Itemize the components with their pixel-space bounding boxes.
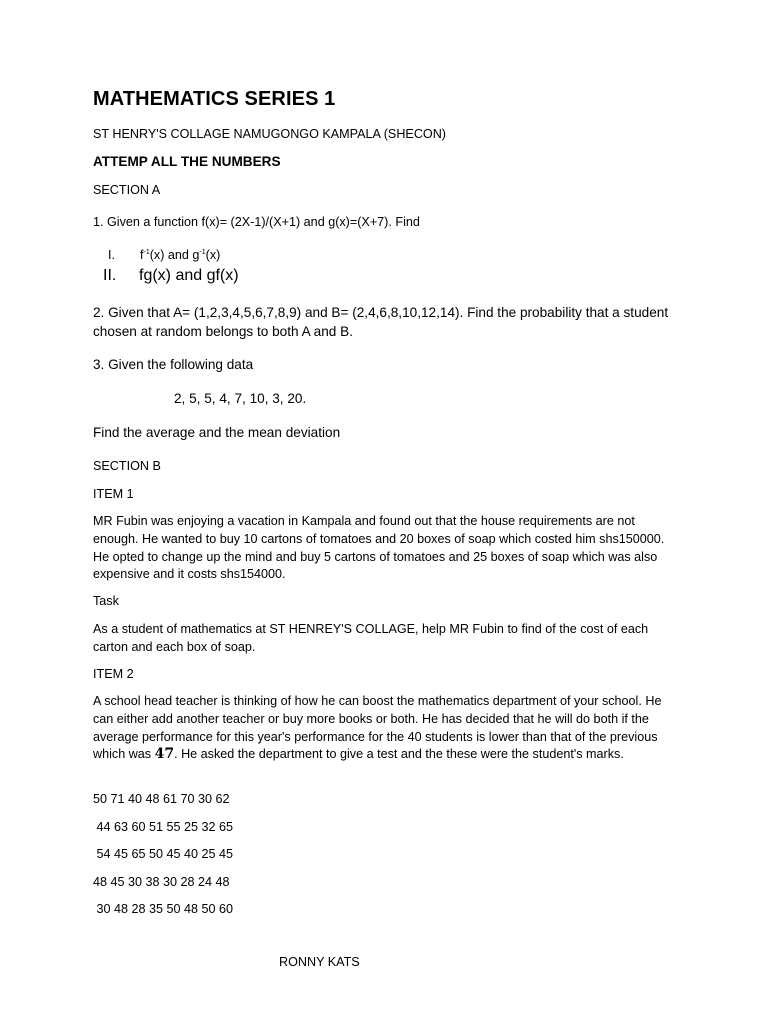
item-1-text: MR Fubin was enjoying a vacation in Kampala and found out that the house requirements are not enough. He wanted to buy 10 cartons of tomatoes and 20 boxes of soap which costed him shs150000. He opted to change up the mind and buy 5 cartons of tomatoes and 25 boxes of soap which was also expensive and it costs shs154000. xyxy=(93,514,665,582)
item-2-text-before: A school head teacher is thinking of how he can boost the mathematics department of your school. He can either add another teacher or buy more books or both. He has decided that he will do both if the average performance for this year's performance for the 40 students is lower than that of the previous which was xyxy=(93,694,662,762)
author-footer: RONNY KATS xyxy=(279,955,360,969)
marks-row-3: 54 45 65 50 45 40 25 45 xyxy=(93,847,234,861)
document-title: MATHEMATICS SERIES 1 xyxy=(93,88,336,110)
list-marker: I. xyxy=(108,248,115,262)
task-label: Task xyxy=(93,594,119,608)
inverse-superscript: -1 xyxy=(199,249,206,256)
marks-row-4: 48 45 30 38 30 28 24 48 xyxy=(93,875,230,889)
part-i-x: (x) xyxy=(205,248,221,262)
question-1: 1. Given a function f(x)= (2X-1)/(X+1) and g(x)=(X+7). Find xyxy=(93,215,420,229)
question-2: 2. Given that A= (1,2,3,4,5,6,7,8,9) and B= (2,4,6,8,10,12,14). Find the probability that a student chosen at random belongs to both A and B. xyxy=(93,305,669,339)
question-3-task: Find the average and the mean deviation xyxy=(93,425,341,440)
marks-row-5: 30 48 28 35 50 48 50 60 xyxy=(93,902,234,916)
part-i-f: f xyxy=(140,248,144,262)
question-3-data: 2, 5, 5, 4, 7, 10, 3, 20. xyxy=(174,391,307,406)
previous-average-value: 47 xyxy=(154,746,175,763)
section-a-heading: SECTION A xyxy=(93,183,161,197)
marks-row-2: 44 63 60 51 55 25 32 65 xyxy=(93,820,234,834)
question-1-part-ii xyxy=(103,267,239,285)
item-2-text-after: . He asked the department to give a test and the these were the student's marks. xyxy=(174,747,624,762)
instruction-heading: ATTEMP ALL THE NUMBERS xyxy=(93,154,281,169)
item-1-label: ITEM 1 xyxy=(93,487,134,501)
marks-row-1: 50 71 40 48 61 70 30 62 xyxy=(93,792,230,806)
school-name: ST HENRY'S COLLAGE NAMUGONGO KAMPALA (SHECON) xyxy=(93,127,447,141)
part-i-and-g: (x) and g xyxy=(149,248,200,262)
item-2-label: ITEM 2 xyxy=(93,667,134,681)
list-marker: II. xyxy=(103,267,117,284)
section-b-heading: SECTION B xyxy=(93,459,161,473)
item-2-text xyxy=(93,693,678,764)
question-3-intro: 3. Given the following data xyxy=(93,357,254,372)
question-1-part-i xyxy=(108,248,220,262)
part-ii-text: fg(x) and gf(x) xyxy=(139,267,239,284)
task-text: As a student of mathematics at ST HENREY'S COLLAGE, help MR Fubin to find of the cost of each carton and each box of soap. xyxy=(93,622,649,654)
inverse-superscript: -1 xyxy=(143,249,150,256)
